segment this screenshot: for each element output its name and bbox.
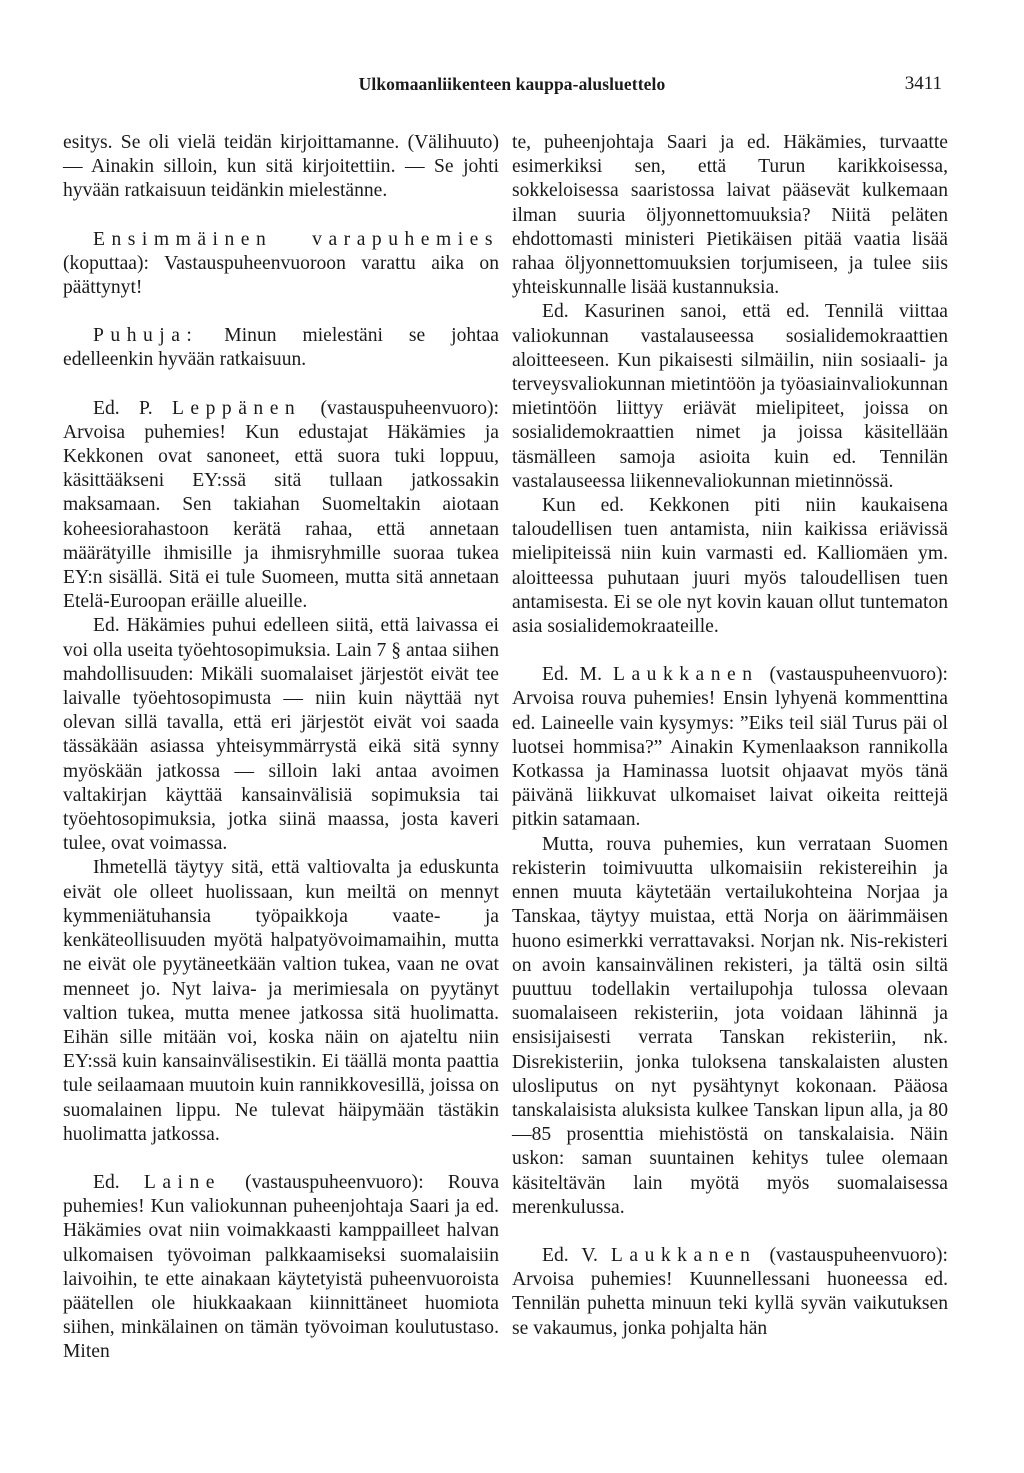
speaker-name: Laukkanen <box>612 664 759 686</box>
paragraph: Ed. Häkämies puhui edelleen siitä, että laivassa ei voi olla useita työehtosopimuksia. Lain 7 § antaa siihen mahdollisuuden: Mikäli suomalaiset järjestöt eivät tee laivalle työehtosopimusta — niin kuin näyttää nyt olevan sillä tavalla, että eri järjestöt eivät voi saada tässäkään asiassa yhteisymmärrystä eikä sitä synny myöskään jatkossa — silloin laki antaa avoimen valtakirjan käyttää kansainvälisiä sopimuksia tai työehtosopimuksia, jotka siinä maassa, josta kaveri tulee, ovat voimassa. <box>63 615 499 855</box>
paragraph: Mutta, rouva puhemies, kun verrataan Suomen rekisterin toimivuutta ulkomaisiin rekistereihin ja ennen muuta käytetään vertailukohteina Norjaa ja Tanskaa, täytyy muistaa, että Norja on äärimmäisen huono esimerkki verrattavaksi. Norjan nk. Nis-rekisteri on avoin kansainvälinen rekisteri, ja tältä osin siltä puuttuu todellakin vertailupohja tulossa olevaan suomalaiseen rekisteriin, jota voidaan lähinnä ja ensisijaisesti verrata Tanskan rekisteriin, nk. Disrekisteriin, jonka tuloksena tanskalaisten alusten ulosliputus on nyt pysähtynyt kokonaan. Pääosa tanskalaisista aluksista kulkee Tanskan lipun alla, ja 80—85 prosenttia miehistöstä on tanskalaisia. Näin uskon: saman suuntainen kehitys tulee olemaan käsiteltävän lain myötä myös suomalaisessa merenkulussa. <box>512 833 948 1218</box>
paragraph <box>63 324 499 372</box>
right-column <box>512 131 948 1341</box>
speaker-name: Laukkanen <box>610 1244 757 1266</box>
paragraph <box>63 397 499 615</box>
speaker-prefix: Ed. <box>93 1171 144 1193</box>
paragraph-text: (vastauspuheenvuoro): Arvoisa puhemies! Kun edustajat Häkämies ja Kekkonen ovat sanoneet, että suora tuki loppuu, käsittääkseni EY:ssä sitä tullaan jatkossakin maksamaan. Sen takiahan Suomeltakin aiotaan koheesiorahastoon kerätä rahaa, että annetaan määrätyille ihmisille ja ihmisryhmille suoraa tukea EY:n sisällä. Sitä ei tule Suomeen, mutta sitä annetaan Etelä-Euroopan eräille alueille. <box>63 397 499 613</box>
paragraph: Kun ed. Kekkonen piti niin kaukaisena taloudellisen tuen antamista, niin kaikissa eriävissä mielipiteissä niin kuin varmasti ed. Kalliomäen ym. aloitteessa puhutaan juuri myös taloudellisen tuen antamisesta. Ei se ole nyt kovin kauan ollut tuntematon asia sosialidemokraateille. <box>512 495 948 638</box>
speaker-name: Puhuja: <box>93 325 199 347</box>
paragraph: Ihmetellä täytyy sitä, että valtiovalta ja eduskunta eivät ole olleet huolissaan, kun meiltä on mennyt kymmeniätuhansia työpaikkoja vaate- ja kenkäteollisuuden myötä halpatyövoimamaihin, mutta ne eivät ole pyytäneetkään valtion tukea, vaan ne ovat menneet jo. Nyt laiva- ja merimiesala on pyytänyt valtion tukea, mutta menee jatkossa sitä huolimatta. Eihän sille mitään voi, koska näin on ajateltu niin EY:ssä kuin kansainvälisestikin. Ei täällä monta paattia tule seilaamaan muutoin kuin rannikkovesillä, joissa on suomalainen lippu. Ne tulevat häipymään tästäkin huolimatta jatkossa. <box>63 857 499 1145</box>
speaker-prefix: Ed. M. <box>542 664 613 686</box>
speaker-name: Leppänen <box>171 397 302 419</box>
paragraph-text: Minun mielestäni se johtaa edelleenkin hyvään ratkaisuun. <box>63 325 499 371</box>
paragraph-text: (vastauspuheenvuoro): Arvoisa rouva puhemies! Ensin lyhyenä kommenttina ed. Laineelle vain kysymys: ”Eiks teil siäl Turus päi ol luotsei hommisa?” Ainakin Kymenlaakson rannikolla Kotkassa ja Haminassa luotsit ohjaavat myös tänä päivänä liikkuvat ulkomaiset laivat oikeita reittejä pitkin satamaan. <box>512 664 948 831</box>
left-column <box>63 131 499 1365</box>
paragraph <box>63 228 499 301</box>
paragraph-text: (vastauspuheenvuoro): Arvoisa puhemies! Kuunnellessani huoneessa ed. Tennilän puhetta minuun teki kyllä syvän vaikutuksen se vakaumus, jonka pohjalta hän <box>512 1244 948 1339</box>
paragraph: Ed. Kasurinen sanoi, että ed. Tennilä viittaa valiokunnan vastalauseessa sosialidemokraattien aloitteeseen. Kun pikaisesti silmäilin, niin sosiaali- ja terveysvaliokunnan mietintöön ja työasiainvaliokunnan mietintöön liittyy eriävät mielipiteet, joissa on sosialidemokraattien nimet ja joissa käsitellään täsmälleen samoja asioita kuin ed. Tennilän vastalauseessa liikennevaliokunnan mietinnössä. <box>512 301 948 492</box>
page-header <box>0 74 1024 102</box>
paragraph <box>512 1244 948 1341</box>
speaker-name: Laine <box>143 1171 221 1193</box>
paragraph: esitys. Se oli vielä teidän kirjoittamanne. (Välihuuto) — Ainakin silloin, kun sitä kirjoitettiin. — Se johti hyvään ratkaisuun teidänkin mielestänne. <box>63 132 499 202</box>
speaker-name: Ensimmäinen varapuhemies <box>93 228 499 250</box>
paragraph-text: (koputtaa): Vastauspuheenvuoroon varattu aika on päättynyt! <box>63 252 499 299</box>
running-title: Ulkomaanliikenteen kauppa-alusluettelo <box>358 74 666 94</box>
paragraph: te, puheenjohtaja Saari ja ed. Häkämies, turvaatte esimerkiksi sen, että Turun karikkoisessa, sokkeloisessa saaristossa laivat pääsevät kulkemaan ilman suuria öljyonnettomuuksia? Niitä peläten ehdottomasti ministeri Pietikäisen pitää vaatia lisää rahaa öljyonnettomuuksien torjumiseen, ja tulee siis yhteiskunnalle lisää kustannuksia. <box>512 132 948 299</box>
paragraph-text: (vastauspuheenvuoro): Rouva puhemies! Kun valiokunnan puheenjohtaja Saari ja ed. Häkämies ovat niin voimakkaasti kamppailleet halvan ulkomaisen työvoiman palkkaamiseksi suomalaisiin laivoihin, te ette ainakaan käytetyistä puheenvuoroista päätellen ole hiukkaakaan kiinnittäneet huomiota siihen, minkälainen on tämän työvoiman koulutustaso. Miten <box>63 1171 500 1363</box>
paragraph <box>512 663 948 832</box>
page-number: 3411 <box>904 73 942 94</box>
speaker-prefix: Ed. P. <box>93 397 172 419</box>
speaker-prefix: Ed. V. <box>542 1244 611 1266</box>
paragraph <box>63 1171 499 1365</box>
